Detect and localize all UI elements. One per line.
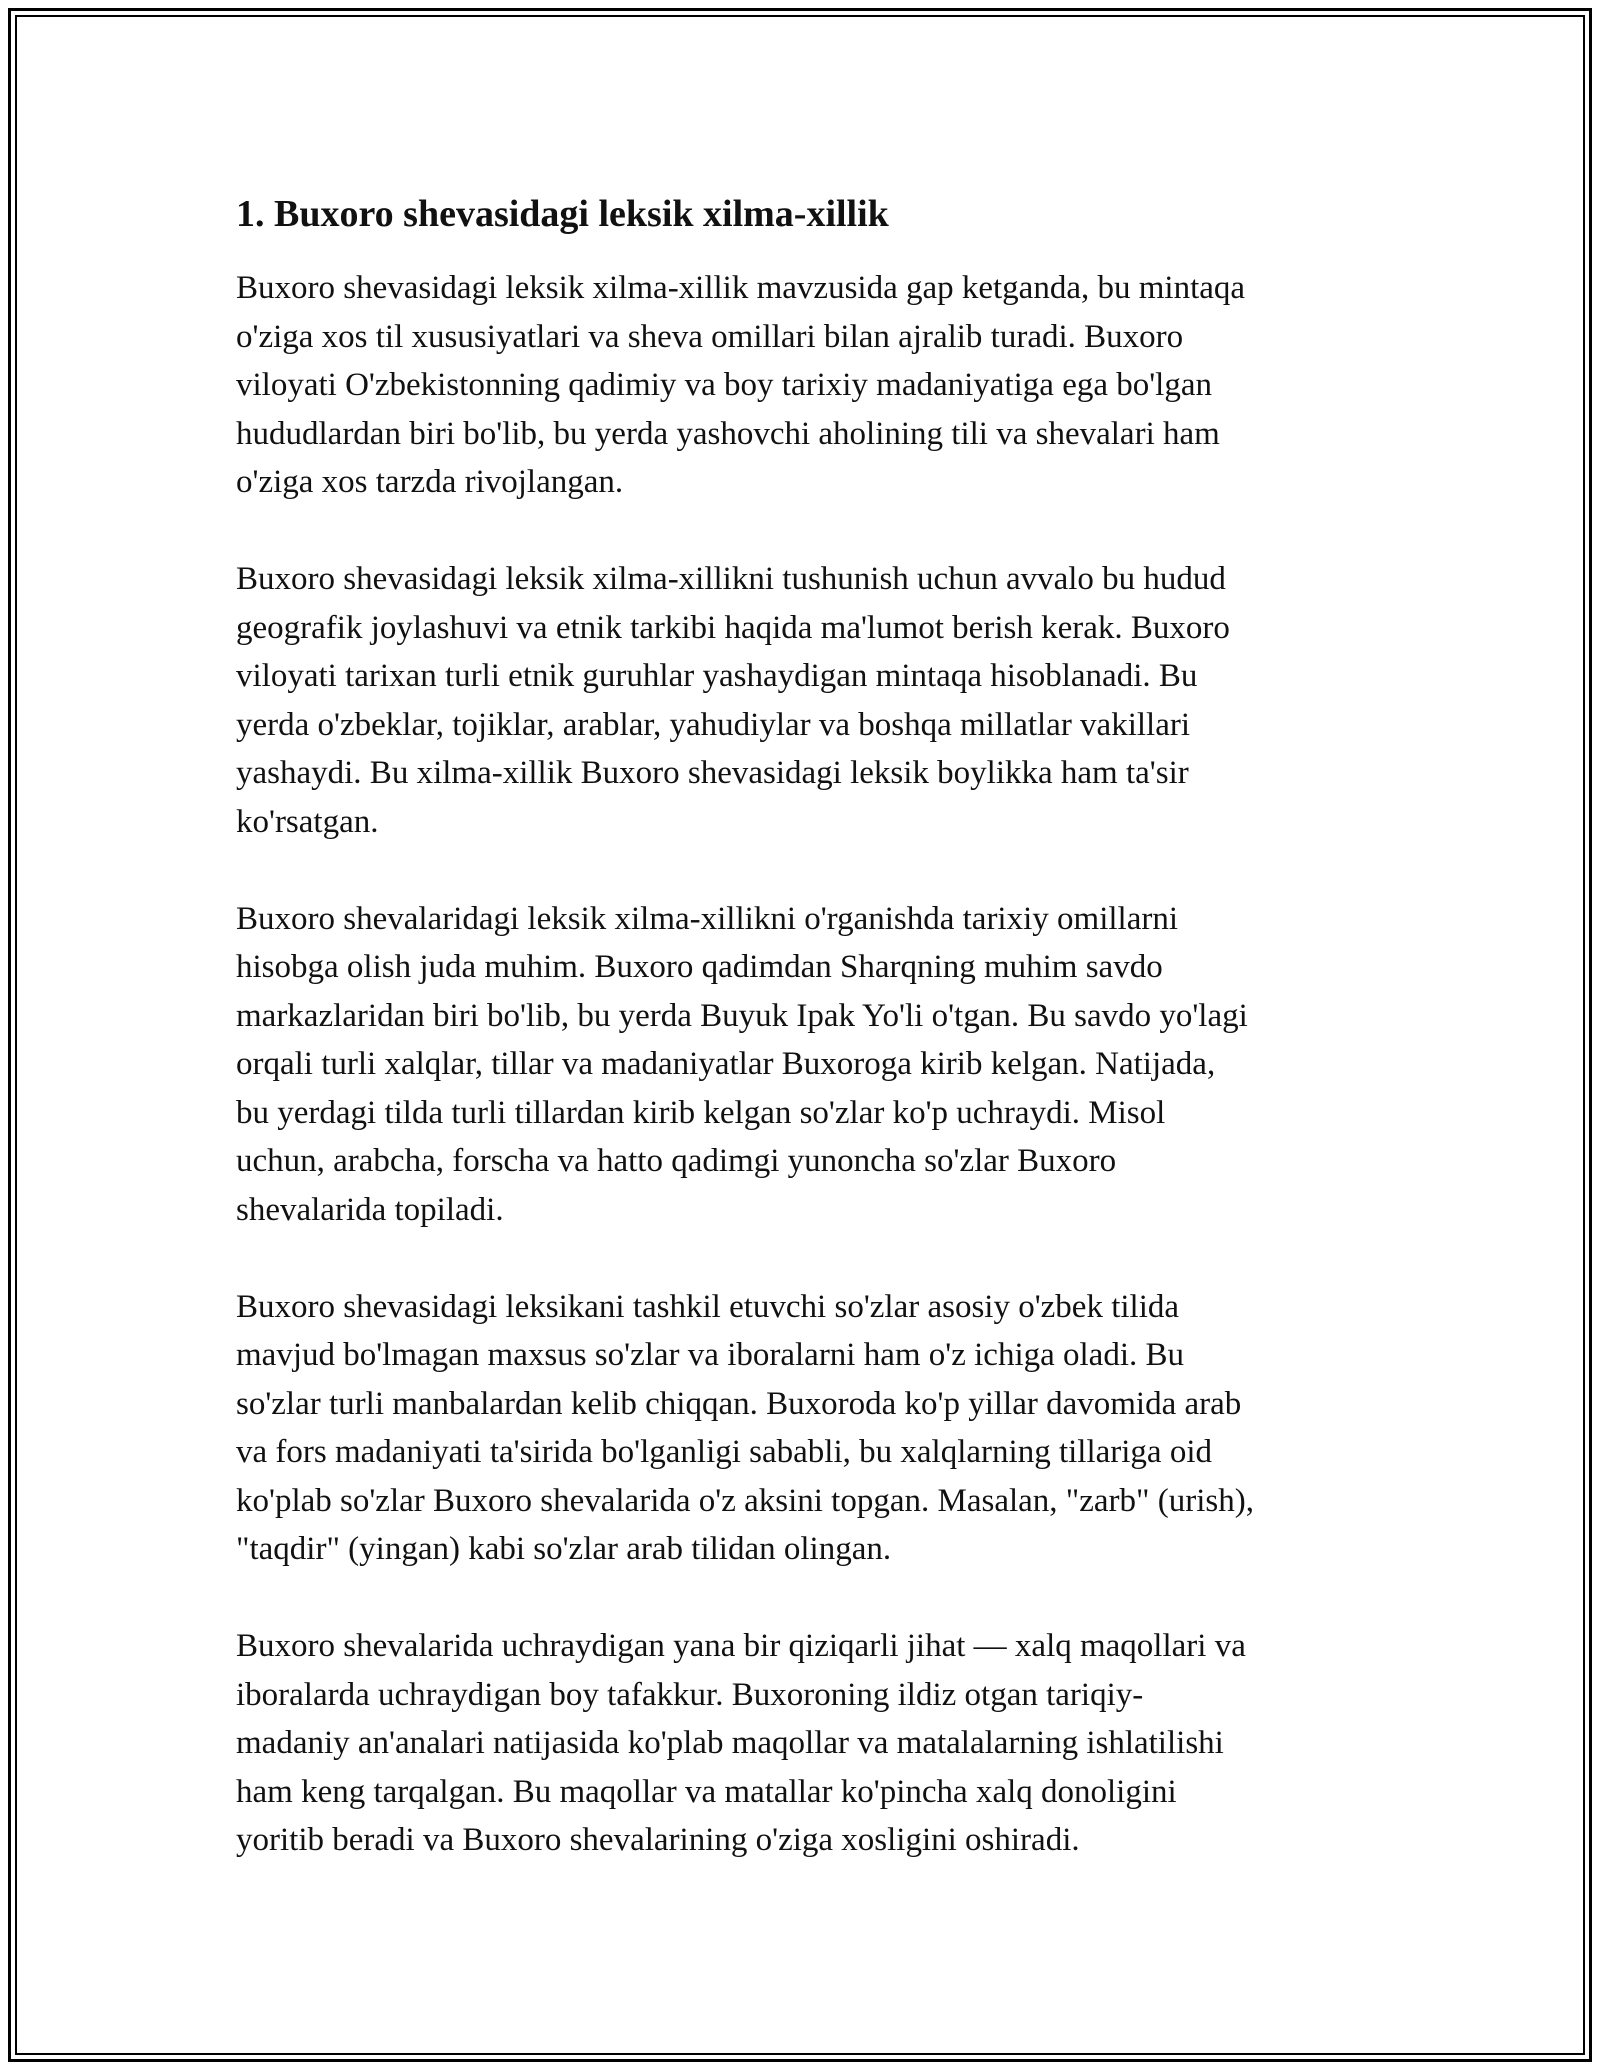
paragraph-line: ko'plab so'zlar Buxoro shevalarida o'z aksini topgan. Masalan, "zarb" (urish), (236, 1482, 1254, 1519)
paragraph-line: bu yerdagi tilda turli tillardan kirib kelgan so'zlar ko'p uchraydi. Misol (236, 1094, 1166, 1131)
paragraph-line: hisobga olish juda muhim. Buxoro qadimdan Sharqning muhim savdo (236, 949, 1163, 985)
paragraph-line: shevalarida topiladi. (236, 1191, 504, 1228)
paragraph-line: Buxoro shevasidagi leksik xilma-xillikni tushunish uchun avvalo bu hudud (236, 561, 1226, 597)
paragraph-line: uchun, arabcha, forscha va hatto qadimgi yunoncha so'zlar Buxoro (236, 1143, 1117, 1179)
paragraph-5 (236, 1622, 1376, 1865)
paragraph-line: ham keng tarqalgan. Bu maqollar va matallar ko'pincha xalq donoligini (236, 1773, 1177, 1810)
paragraph-line: o'ziga xos tarzda rivojlangan. (236, 464, 624, 500)
paragraph-line: markazlaridan biri bo'lib, bu yerda Buyuk Ipak Yo'li o'tgan. Bu savdo yo'lagi (236, 997, 1248, 1034)
paragraph-line: ko'rsatgan. (236, 803, 379, 840)
paragraph-line: viloyati O'zbekistonning qadimiy va boy tarixiy madaniyatiga ega bo'lgan (236, 367, 1212, 403)
paragraph-line: iboralarda uchraydigan boy tafakkur. Buxoroning ildiz otgan tariqiy- (236, 1676, 1144, 1713)
paragraph-line: Buxoro shevalarida uchraydigan yana bir qiziqarli jihat — xalq maqollari va (236, 1628, 1246, 1664)
paragraph-line: hududlardan biri bo'lib, bu yerda yashovchi aholining tili va shevalari ham (236, 415, 1220, 452)
paragraph-line: Buxoro shevasidagi leksikani tashkil etuvchi so'zlar asosiy o'zbek tilida (236, 1288, 1180, 1325)
paragraph-line: mavjud bo'lmagan maxsus so'zlar va iboralarni ham o'z ichiga oladi. Bu (236, 1337, 1185, 1373)
paragraph-line: va fors madaniyati ta'sirida bo'lganligi sababli, bu xalqlarning tillariga oid (236, 1434, 1212, 1470)
paragraph-line: yashaydi. Bu xilma-xillik Buxoro shevasidagi leksik boylikka ham ta'sir (236, 755, 1189, 791)
paragraph-line: yoritib beradi va Buxoro shevalarining o'ziga xosligini oshiradi. (236, 1822, 1080, 1858)
paragraph-2 (236, 555, 1376, 846)
paragraph-line: yerda o'zbeklar, tojiklar, arablar, yahudiylar va boshqa millatlar vakillari (236, 706, 1191, 743)
section-title: 1. Buxoro shevasidagi leksik xilma-xillik (236, 193, 889, 235)
paragraph-line: "taqdir" (yingan) kabi so'zlar arab tilidan olingan. (236, 1531, 892, 1567)
paragraph-line: viloyati tarixan turli etnik guruhlar yashaydigan mintaqa hisoblanadi. Bu (236, 658, 1198, 694)
paragraph-line: madaniy an'analari natijasida ko'plab maqollar va matalalarning ishlatilishi (236, 1725, 1224, 1761)
paragraph-1 (236, 264, 1376, 507)
paragraph-line: o'ziga xos til xususiyatlari va sheva omillari bilan ajralib turadi. Buxoro (236, 318, 1184, 355)
paragraph-line: orqali turli xalqlar, tillar va madaniyatlar Buxoroga kirib kelgan. Natijada, (236, 1046, 1216, 1082)
paragraph-line: Buxoro shevalaridagi leksik xilma-xillikni o'rganishda tarixiy omillarni (236, 900, 1178, 937)
paragraph-line: Buxoro shevasidagi leksik xilma-xillik mavzusida gap ketganda, bu mintaqa (236, 270, 1246, 306)
paragraph-line: so'zlar turli manbalardan kelib chiqqan. Buxoroda ko'p yillar davomida arab (236, 1385, 1242, 1422)
paragraph-4 (236, 1283, 1376, 1574)
document-body (236, 188, 1376, 1913)
paragraph-container (236, 264, 1376, 1865)
paragraph-3 (236, 895, 1376, 1235)
paragraph-line: geografik joylashuvi va etnik tarkibi haqida ma'lumot berish kerak. Buxoro (236, 609, 1230, 646)
